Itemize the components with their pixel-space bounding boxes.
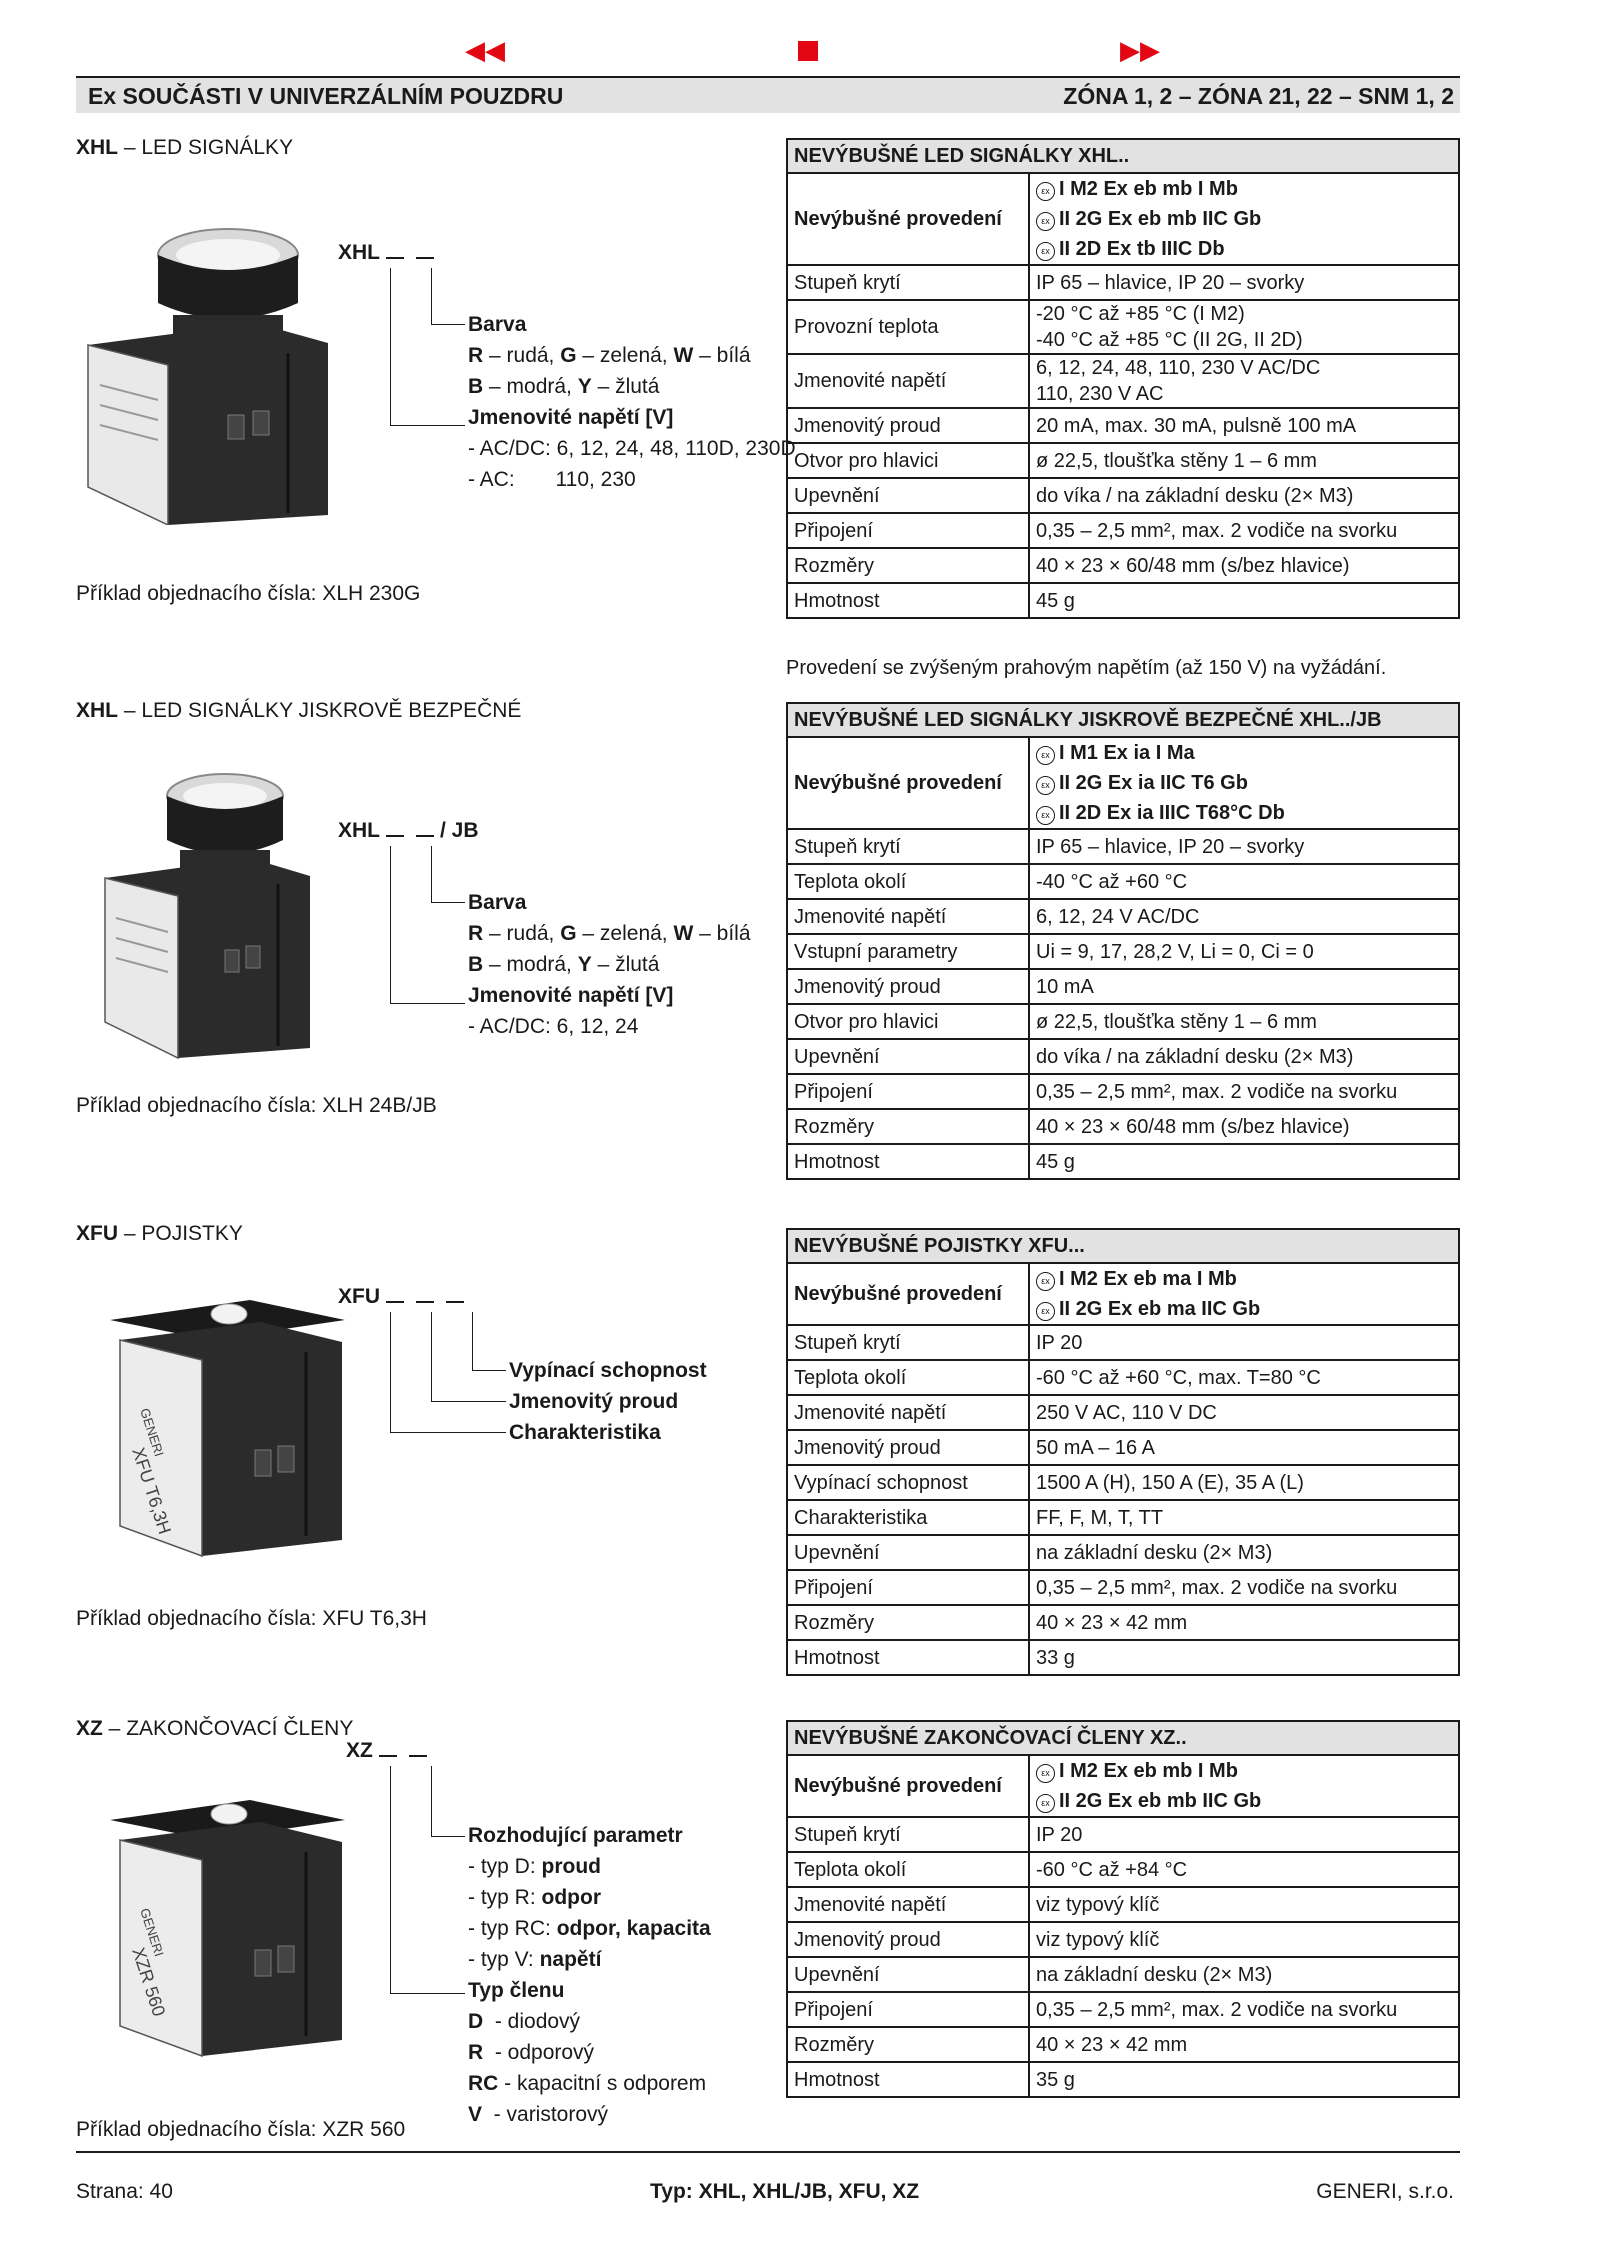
color-options: Barva R – rudá, G – zelená, W – bílá B – modrá, Y – žlutá Jmenovité napětí [V] - AC/DC: 6, 12, 24, 48, 110D, 230D - AC: 110, 230 [468, 313, 796, 491]
table-value: 6, 12, 24 V AC/DC [1029, 899, 1459, 934]
table-row [787, 1500, 1459, 1535]
table-key: Jmenovité napětí [787, 899, 1029, 934]
table-row [787, 1640, 1459, 1675]
order-example-xz: Příklad objednacího čísla: XZR 560 [76, 2118, 406, 2141]
table-value: ø 22,5, tloušťka stěny 1 – 6 mm [1029, 1004, 1459, 1039]
table-row [787, 1004, 1459, 1039]
table-value: 10 mA [1029, 969, 1459, 1004]
section-title-xz: XZ – ZAKONČOVACÍ ČLENY [76, 1717, 354, 1740]
ex-line: II 2D Ex ia IIIC T68°C Db [1059, 802, 1285, 824]
table-header-row [787, 1721, 1459, 1755]
table-row [787, 443, 1459, 478]
table-row [787, 300, 1459, 354]
spec-note-xhl: Provedení se zvýšeným prahovým napětím (až 150 V) na vyžádání. [786, 657, 1387, 679]
table-key: Jmenovité napětí [787, 1395, 1029, 1430]
page-number: Strana: 40 [76, 2180, 173, 2203]
ex-line: I M2 Ex eb mb I Mb [1059, 178, 1238, 200]
table-value: 250 V AC, 110 V DC [1029, 1395, 1459, 1430]
diagram-line [390, 1003, 465, 1004]
table-value: do víka / na základní desku (2× M3) [1029, 1039, 1459, 1074]
terminator-photo-brand: GENERI [137, 1906, 167, 1959]
previous-page-icon[interactable]: ◀◀ [465, 35, 505, 65]
table-key: Stupeň krytí [787, 1817, 1029, 1852]
spec-table-xfu [786, 1228, 1460, 1676]
section-title-xhl: XHL – LED SIGNÁLKY [76, 136, 294, 159]
terminator-photo [110, 1800, 350, 2060]
table-row [787, 1360, 1459, 1395]
terminator-photo-label: XZR 560 [128, 1945, 170, 2019]
table-row [787, 1887, 1459, 1922]
table-row [787, 829, 1459, 864]
spec-table-xz [786, 1720, 1460, 2098]
table-row [787, 478, 1459, 513]
table-row [787, 737, 1459, 829]
ex-line: I M2 Ex eb ma I Mb [1059, 1268, 1237, 1290]
table-row [787, 1109, 1459, 1144]
footer-company: GENERI, s.r.o. [1316, 2180, 1454, 2203]
table-key: Hmotnost [787, 1144, 1029, 1179]
diagram-line [431, 846, 432, 902]
table-row [787, 173, 1459, 265]
ex-line: II 2G Ex eb mb IIC Gb [1059, 1790, 1262, 1812]
footer-types: Typ: XHL, XHL/JB, XFU, XZ [650, 2180, 920, 2203]
code-slot [416, 1287, 434, 1303]
table-key: Charakteristika [787, 1500, 1029, 1535]
table-header-row [787, 703, 1459, 737]
table-key: Připojení [787, 1074, 1029, 1109]
table-value: viz typový klíč [1029, 1922, 1459, 1957]
order-example-xhl: Příklad objednacího čísla: XLH 230G [76, 582, 421, 605]
table-row [787, 1817, 1459, 1852]
diagram-line [431, 324, 465, 325]
table-row [787, 548, 1459, 583]
table-key: Upevnění [787, 1039, 1029, 1074]
type-code-xhljb: XHL / JB [338, 819, 479, 842]
table-row [787, 265, 1459, 300]
code-slot [386, 243, 404, 259]
table-row [787, 354, 1459, 408]
fuse-code-legend: Vypínací schopnost Jmenovitý proud Charakteristika [509, 1359, 707, 1444]
table-row [787, 1395, 1459, 1430]
table-key: Hmotnost [787, 583, 1029, 618]
diagram-line [472, 1312, 473, 1370]
table-row [787, 1535, 1459, 1570]
table-title: NEVÝBUŠNÉ LED SIGNÁLKY JISKROVĚ BEZPEČNÉ XHL../JB [787, 703, 1459, 737]
table-header-row [787, 1229, 1459, 1263]
table-title: NEVÝBUŠNÉ ZAKONČOVACÍ ČLENY XZ.. [787, 1721, 1459, 1755]
table-key: Teplota okolí [787, 1852, 1029, 1887]
table-row [787, 1074, 1459, 1109]
table-key: Vypínací schopnost [787, 1465, 1029, 1500]
table-key: Provozní teplota [787, 300, 1029, 354]
table-row [787, 1465, 1459, 1500]
table-value: -20 °C až +85 °C (I M2) -40 °C až +85 °C (II 2G, II 2D) [1029, 300, 1459, 354]
table-row [787, 1430, 1459, 1465]
fuse-photo-brand: GENERI [137, 1406, 167, 1459]
ex-mark-icon: εx [1036, 1794, 1055, 1813]
table-value: 1500 A (H), 150 A (E), 35 A (L) [1029, 1465, 1459, 1500]
table-value: do víka / na základní desku (2× M3) [1029, 478, 1459, 513]
table-value: 20 mA, max. 30 mA, pulsně 100 mA [1029, 408, 1459, 443]
table-value: 40 × 23 × 60/48 mm (s/bez hlavice) [1029, 548, 1459, 583]
table-key: Nevýbušné provedení [787, 1755, 1029, 1817]
table-row [787, 1144, 1459, 1179]
table-row [787, 1922, 1459, 1957]
table-key: Připojení [787, 513, 1029, 548]
header-right: ZÓNA 1, 2 – ZÓNA 21, 22 – SNM 1, 2 [1063, 83, 1454, 109]
diagram-line [390, 425, 465, 426]
led-indicator-jb-photo [100, 770, 320, 1060]
diagram-line [431, 1312, 432, 1401]
terminator-code-legend: Rozhodující parametr - typ D: proud - typ R: odpor - typ RC: odpor, kapacita - typ V: napětí Typ členu D - diodový R - odporový RC - kapacitní s odporem V - varistorový [468, 1824, 711, 2126]
ex-mark-icon: εx [1036, 746, 1055, 765]
table-key: Vstupní parametry [787, 934, 1029, 969]
diagram-line [472, 1370, 506, 1371]
code-slot [416, 821, 434, 837]
table-key: Rozměry [787, 1605, 1029, 1640]
table-title: NEVÝBUŠNÉ LED SIGNÁLKY XHL.. [787, 139, 1459, 173]
table-key: Hmotnost [787, 2062, 1029, 2097]
order-example-xhljb: Příklad objednacího čísla: XLH 24B/JB [76, 1094, 437, 1117]
ex-line: II 2D Ex tb IIIC Db [1059, 238, 1225, 260]
table-key: Upevnění [787, 1535, 1029, 1570]
table-row [787, 969, 1459, 1004]
table-key: Stupeň krytí [787, 265, 1029, 300]
table-value: -60 °C až +84 °C [1029, 1852, 1459, 1887]
diagram-line [431, 1401, 506, 1402]
type-code-xhl: XHL [338, 240, 440, 266]
table-value: 35 g [1029, 2062, 1459, 2097]
diagram-line [390, 1432, 506, 1433]
table-key: Rozměry [787, 548, 1029, 583]
diagram-line [431, 268, 432, 324]
ex-mark-icon: εx [1036, 212, 1055, 231]
table-row [787, 1570, 1459, 1605]
table-row [787, 899, 1459, 934]
ex-mark-icon: εx [1036, 1272, 1055, 1291]
table-row [787, 1263, 1459, 1325]
table-header-row [787, 139, 1459, 173]
table-value: 0,35 – 2,5 mm², max. 2 vodiče na svorku [1029, 1570, 1459, 1605]
table-row [787, 513, 1459, 548]
table-key: Hmotnost [787, 1640, 1029, 1675]
table-row [787, 864, 1459, 899]
section-title-xhljb: XHL – LED SIGNÁLKY JISKROVĚ BEZPEČNÉ [76, 699, 522, 722]
diagram-line [390, 1993, 465, 1994]
section-title-xfu: XFU – POJISTKY [76, 1222, 243, 1245]
table-value: na základní desku (2× M3) [1029, 1957, 1459, 1992]
table-row [787, 1755, 1459, 1817]
ex-line: II 2G Ex eb ma IIC Gb [1059, 1298, 1261, 1320]
table-key: Jmenovitý proud [787, 408, 1029, 443]
table-title: NEVÝBUŠNÉ POJISTKY XFU... [787, 1229, 1459, 1263]
table-key: Nevýbušné provedení [787, 1263, 1029, 1325]
code-slot [446, 1287, 464, 1303]
table-value: IP 20 [1029, 1817, 1459, 1852]
ex-mark-icon: εx [1036, 806, 1055, 825]
table-value: 45 g [1029, 583, 1459, 618]
ex-mark-icon: εx [1036, 776, 1055, 795]
table-value: 0,35 – 2,5 mm², max. 2 vodiče na svorku [1029, 1074, 1459, 1109]
table-value: IP 65 – hlavice, IP 20 – svorky [1029, 265, 1459, 300]
table-row [787, 1325, 1459, 1360]
fuse-photo [110, 1300, 350, 1560]
spec-table-xhl [786, 138, 1460, 619]
code-slot [386, 1287, 404, 1303]
order-example-xfu: Příklad objednacího čísla: XFU T6,3H [76, 1607, 427, 1630]
table-value: 0,35 – 2,5 mm², max. 2 vodiče na svorku [1029, 1992, 1459, 2027]
table-row [787, 934, 1459, 969]
code-slot [416, 243, 434, 259]
diagram-line [390, 268, 391, 425]
table-value: 45 g [1029, 1144, 1459, 1179]
table-key: Teplota okolí [787, 1360, 1029, 1395]
table-key: Otvor pro hlavici [787, 443, 1029, 478]
table-value: 6, 12, 24, 48, 110, 230 V AC/DC 110, 230 V AC [1029, 354, 1459, 408]
table-key: Připojení [787, 1570, 1029, 1605]
ex-mark-icon: εx [1036, 1302, 1055, 1321]
table-row [787, 408, 1459, 443]
table-value: Ui = 9, 17, 28,2 V, Li = 0, Ci = 0 [1029, 934, 1459, 969]
table-key: Stupeň krytí [787, 1325, 1029, 1360]
ex-line: I M1 Ex ia I Ma [1059, 742, 1195, 764]
table-value: viz typový klíč [1029, 1887, 1459, 1922]
fuse-photo-label: XFU T6,3H [128, 1445, 175, 1537]
led-indicator-photo [78, 225, 343, 525]
ex-marking [1029, 1263, 1459, 1325]
code-slot [379, 1741, 397, 1757]
ex-marking [1029, 1755, 1459, 1817]
table-value: ø 22,5, tloušťka stěny 1 – 6 mm [1029, 443, 1459, 478]
table-row [787, 1039, 1459, 1074]
next-page-icon[interactable]: ▶▶ [1120, 35, 1160, 65]
ex-mark-icon: εx [1036, 182, 1055, 201]
diagram-line [431, 902, 465, 903]
table-key: Rozměry [787, 2027, 1029, 2062]
table-row [787, 2027, 1459, 2062]
table-value: IP 20 [1029, 1325, 1459, 1360]
table-key: Připojení [787, 1992, 1029, 2027]
table-row [787, 1605, 1459, 1640]
code-slot [386, 821, 404, 837]
code-slot [409, 1741, 427, 1757]
table-value: -60 °C až +60 °C, max. T=80 °C [1029, 1360, 1459, 1395]
diagram-line [431, 1766, 432, 1836]
table-value: 33 g [1029, 1640, 1459, 1675]
table-key: Stupeň krytí [787, 829, 1029, 864]
diagram-line [390, 1312, 391, 1432]
table-value: 40 × 23 × 42 mm [1029, 2027, 1459, 2062]
diagram-line [390, 846, 391, 1003]
table-key: Upevnění [787, 1957, 1029, 1992]
table-value: 50 mA – 16 A [1029, 1430, 1459, 1465]
ex-line: II 2G Ex ia IIC T6 Gb [1059, 772, 1248, 794]
table-value: FF, F, M, T, TT [1029, 1500, 1459, 1535]
table-key: Nevýbušné provedení [787, 173, 1029, 265]
spec-table-xhljb [786, 702, 1460, 1180]
ex-marking [1029, 173, 1459, 265]
table-value: -40 °C až +60 °C [1029, 864, 1459, 899]
table-key: Otvor pro hlavici [787, 1004, 1029, 1039]
table-key: Teplota okolí [787, 864, 1029, 899]
table-row [787, 583, 1459, 618]
diagram-line [390, 1766, 391, 1993]
table-value: 40 × 23 × 60/48 mm (s/bez hlavice) [1029, 1109, 1459, 1144]
color-options-jb: Barva R – rudá, G – zelená, W – bílá B – modrá, Y – žlutá Jmenovité napětí [V] - AC/DC: 6, 12, 24 [468, 891, 751, 1038]
table-value: IP 65 – hlavice, IP 20 – svorky [1029, 829, 1459, 864]
table-row [787, 2062, 1459, 2097]
ex-line: II 2G Ex eb mb IIC Gb [1059, 208, 1262, 230]
ex-mark-icon: εx [1036, 242, 1055, 261]
table-key: Jmenovitý proud [787, 969, 1029, 1004]
table-key: Rozměry [787, 1109, 1029, 1144]
type-code-xz: XZ [346, 1738, 433, 1764]
ex-line: I M2 Ex eb mb I Mb [1059, 1760, 1238, 1782]
table-value: 40 × 23 × 42 mm [1029, 1605, 1459, 1640]
table-key: Jmenovitý proud [787, 1430, 1029, 1465]
ex-marking [1029, 737, 1459, 829]
table-key: Jmenovité napětí [787, 1887, 1029, 1922]
table-key: Upevnění [787, 478, 1029, 513]
type-code-xfu: XFU [338, 1284, 470, 1310]
table-value: na základní desku (2× M3) [1029, 1535, 1459, 1570]
footer-rule [76, 2151, 1460, 2153]
table-key: Jmenovité napětí [787, 354, 1029, 408]
header-left: Ex SOUČÁSTI V UNIVERZÁLNÍM POUZDRU [88, 83, 564, 109]
stop-icon[interactable] [798, 41, 818, 61]
table-row [787, 1992, 1459, 2027]
table-key: Nevýbušné provedení [787, 737, 1029, 829]
table-key: Jmenovitý proud [787, 1922, 1029, 1957]
table-value: 0,35 – 2,5 mm², max. 2 vodiče na svorku [1029, 513, 1459, 548]
table-row [787, 1957, 1459, 1992]
ex-mark-icon: εx [1036, 1764, 1055, 1783]
table-row [787, 1852, 1459, 1887]
diagram-line [431, 1836, 465, 1837]
